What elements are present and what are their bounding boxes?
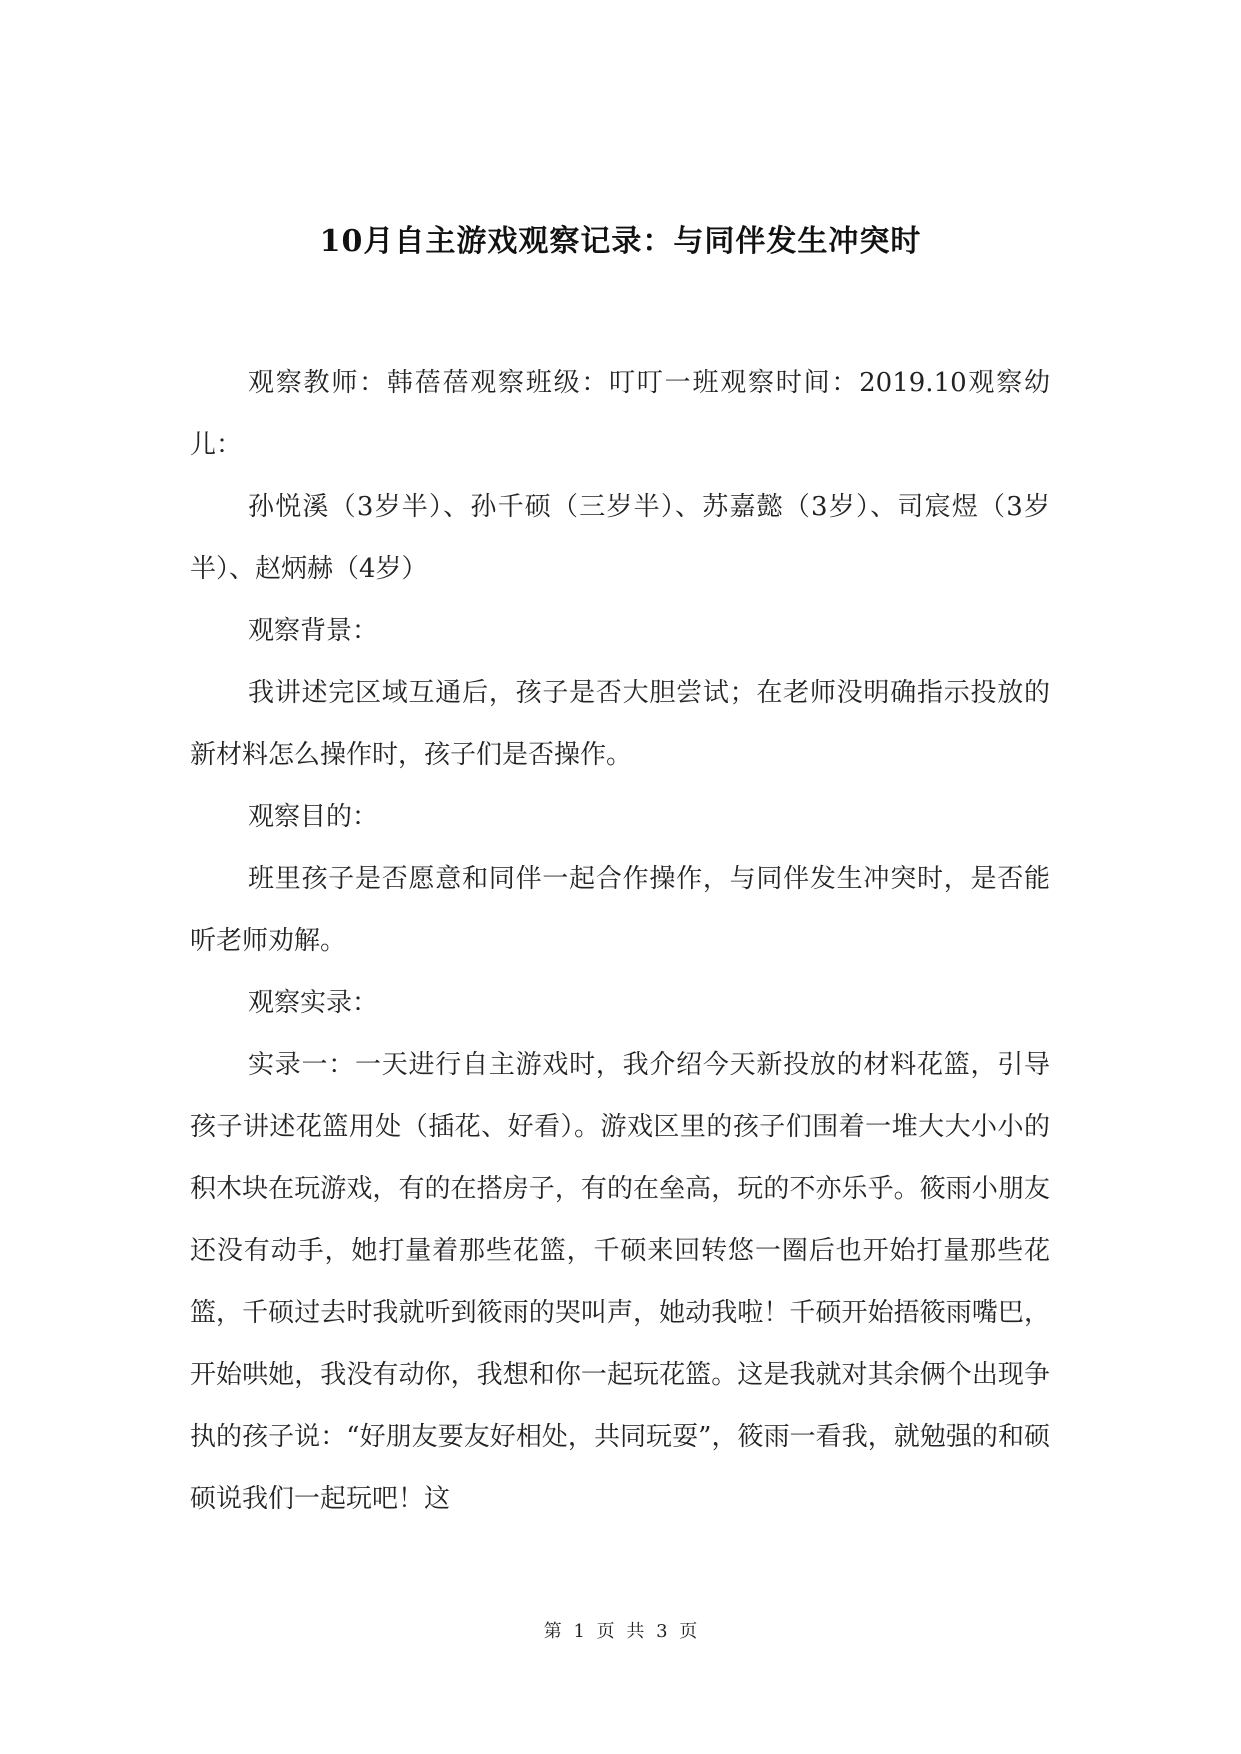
document-title: 10月自主游戏观察记录：与同伴发生冲突时 [319,224,922,259]
paragraph-record-one: 实录一：一天进行自主游戏时，我介绍今天新投放的材料花篮，引导孩子讲述花篮用处（插花、好看）。游戏区里的孩子们围着一堆大大小小的积木块在玩游戏，有的在搭房子，有的在垒高，玩的不亦乐乎。筱雨小朋友还没有动手，她打量着那些花篮，千硕来回转悠一圈后也开始打量那些花篮，千硕过去时我就听到筱雨的哭叫声，她动我啦！千硕开始捂筱雨嘴巴，开始哄她，我没有动你，我想和你一起玩花篮。这是我就对其余俩个出现争执的孩子说：“好朋友要友好相处，共同玩耍”，筱雨一看我，就勉强的和硕硕说我们一起玩吧！这 [190,1050,1050,1514]
heading-purpose: 观察目的： [248,802,379,832]
paragraph-purpose: 班里孩子是否愿意和同伴一起合作操作，与同伴发生冲突时，是否能听老师劝解。 [190,864,1050,956]
document-body [190,352,1050,1530]
paragraph-observer-info: 观察教师：韩蓓蓓观察班级：叮叮一班观察时间：2019.10观察幼儿： [190,368,1050,460]
page-footer: 第 1 页 共 3 页 [543,1621,698,1642]
paragraph-background: 我讲述完区域互通后，孩子是否大胆尝试；在老师没明确指示投放的新材料怎么操作时，孩子们是否操作。 [190,678,1050,770]
heading-record: 观察实录： [248,988,379,1018]
heading-background: 观察背景： [248,616,379,646]
paragraph-children-list: 孙悦溪（3岁半）、孙千硕（三岁半）、苏嘉懿（3岁）、司宸煜（3岁半）、赵炳赫（4岁） [190,492,1050,584]
